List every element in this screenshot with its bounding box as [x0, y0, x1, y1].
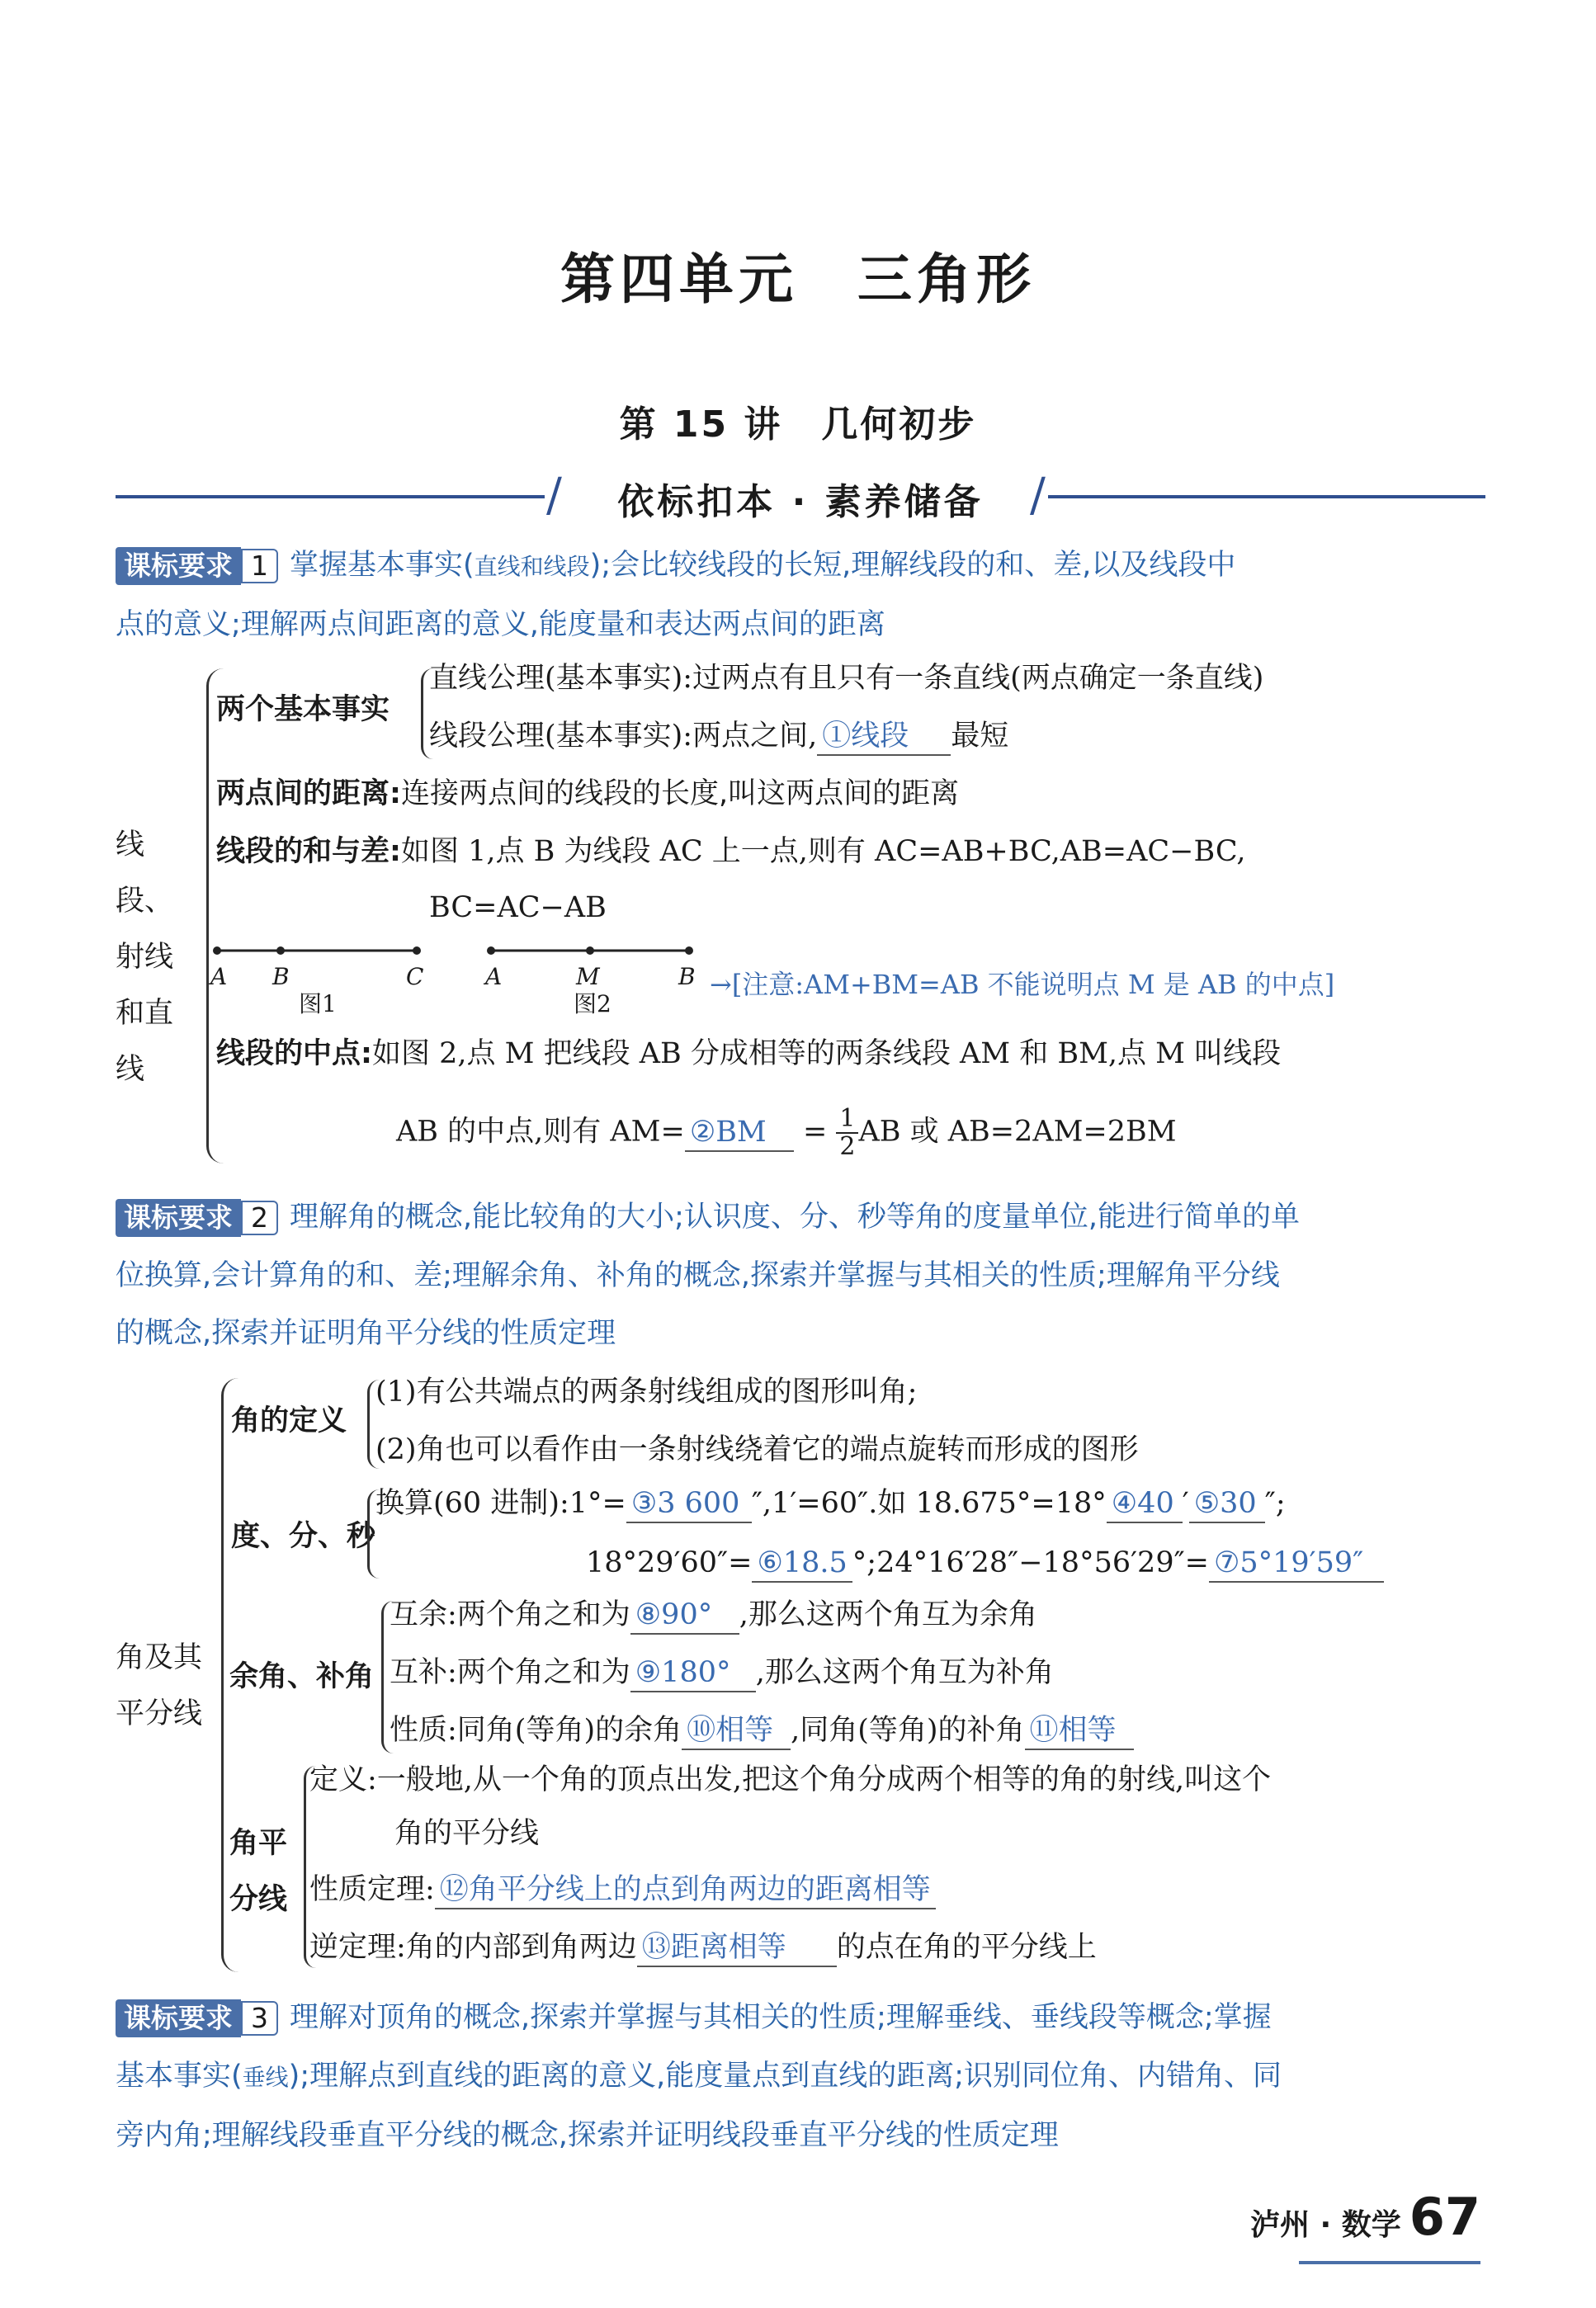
answer-6: ⑥18.5: [752, 1545, 852, 1583]
fraction-denominator: 2: [839, 1132, 856, 1161]
dms-label: 度、分、秒: [231, 1520, 376, 1553]
theorem-label: 性质定理:: [309, 1873, 435, 1906]
footer-label: 泸州 · 数学: [1249, 2208, 1401, 2242]
supp-text: ,那么这两个角互为补角: [755, 1656, 1054, 1689]
answer-9: ⑨180°: [630, 1654, 756, 1692]
req-text: 理解对顶角的概念,探索并掌握与其相关的性质;理解垂线、垂线段等概念;掌握: [290, 2001, 1272, 2034]
banner-slash-left: /: [546, 469, 562, 522]
bisector-def-cont: 角的平分线: [394, 1817, 540, 1850]
prop-text: 性质:同角(等角)的余角: [390, 1714, 682, 1747]
req-text: 的概念,探索并证明角平分线的性质定理: [116, 1317, 616, 1350]
fig1-label-a: A: [210, 963, 228, 990]
banner-rule-right: [1048, 495, 1485, 498]
fig1-point-a: [213, 946, 221, 955]
dms-text: 换算(60 进制):1°=: [375, 1487, 626, 1520]
fig2-point-a: [487, 946, 495, 955]
req-text-small: 直线和线段: [474, 553, 590, 580]
requirement-2: [116, 1188, 1485, 1362]
bisector-label: 角平分线: [229, 1827, 288, 1916]
section-label-angles: 角及其平分线: [116, 1641, 203, 1730]
fig1-point-c: [413, 946, 421, 955]
req-text: );理解点到直线的距离的意义,能度量点到直线的距离;识别同位角、内错角、同: [288, 2060, 1282, 2093]
prop-text: ,同角(等角)的补角: [791, 1714, 1025, 1747]
fraction-numerator: 1: [836, 1106, 858, 1134]
dms-line-2: [586, 1545, 1384, 1583]
req-text: 基本事实(: [116, 2060, 243, 2093]
bisector-theorem: [309, 1871, 936, 1909]
badge-label: 课标要求: [116, 1199, 241, 1237]
fig2-label-m: M: [576, 963, 600, 990]
badge-number: 3: [241, 2001, 278, 2036]
angle-def-1: (1)有公共端点的两条射线组成的图形叫角;: [375, 1376, 918, 1409]
distance-def: [216, 776, 959, 812]
answer-13: ⑬距离相等: [637, 1929, 837, 1967]
section-banner: [116, 469, 1485, 526]
req-text: 旁内角;理解线段垂直平分线的概念,探索并证明线段垂直平分线的性质定理: [116, 2119, 1059, 2152]
answer-8: ⑧90°: [630, 1597, 739, 1635]
fig1-label-b: B: [272, 963, 290, 990]
dms-text: ′: [1182, 1487, 1189, 1520]
comp-text: ,那么这两个角互为余角: [739, 1598, 1037, 1631]
badge-label: 课标要求: [116, 547, 241, 585]
banner-slash-right: /: [1030, 469, 1046, 522]
converse-text: 逆定理:角的内部到角两边: [309, 1931, 637, 1964]
requirement-badge: [116, 1189, 278, 1247]
fig2-label-a: A: [485, 963, 503, 990]
sum-text: 如图 1,点 B 为线段 AC 上一点,则有 AC=AB+BC,AB=AC−BC,: [401, 835, 1246, 868]
comp-supp-property: [390, 1712, 1134, 1750]
answer-11: ⑪相等: [1025, 1712, 1134, 1750]
section-label-lines: 线段、射线和直线: [116, 828, 174, 1086]
req-text: 点的意义;理解两点间距离的意义,能度量和表达两点间的距离: [116, 608, 885, 641]
req-text: 位换算,会计算角的和、差;理解余角、补角的概念,探索并掌握与其相关的性质;理解角平分线: [116, 1259, 1280, 1292]
badge-number: 1: [241, 549, 278, 583]
unit-title: 第四单元 三角形: [560, 247, 1036, 311]
page-number: 67: [1409, 2187, 1480, 2247]
bisector-def: 定义:一般地,从一个角的顶点出发,把这个角分成两个相等的角的射线,叫这个: [309, 1763, 1272, 1796]
dms-text: ″;: [1264, 1487, 1286, 1520]
banner-title: 依标扣本 · 素养储备: [617, 481, 984, 523]
badge-number: 2: [241, 1201, 278, 1235]
requirement-badge: [116, 1989, 278, 2047]
fact-text: 最短: [951, 720, 1009, 753]
line-axiom: 直线公理(基本事实):过两点有且只有一条直线(两点确定一条直线): [429, 662, 1264, 695]
section-brace: [206, 668, 224, 1163]
answer-5: ⑤30: [1189, 1485, 1265, 1523]
req-text-small: 垂线: [242, 2064, 289, 2091]
requirement-badge: [116, 537, 278, 595]
fig2-caption: 图2: [574, 990, 611, 1017]
requirement-1: [116, 536, 1485, 654]
answer-2: ②BM: [685, 1114, 794, 1152]
answer-7: ⑦5°19′59″: [1209, 1545, 1384, 1583]
answer-1: ①线段: [817, 718, 951, 756]
complement-def: [390, 1597, 1037, 1635]
comp-supp-label: 余角、补角: [229, 1660, 375, 1693]
supp-text: 互补:两个角之和为: [390, 1656, 630, 1689]
basic-facts-label: 两个基本事实: [216, 693, 390, 726]
fig2-label-b: B: [678, 963, 696, 990]
comp-text: 互余:两个角之和为: [390, 1598, 630, 1631]
dms-text: 18°29′60″=: [586, 1546, 753, 1579]
lecture-title: 第 15 讲 几何初步: [619, 404, 977, 446]
distance-label: 两点间的距离:: [216, 777, 401, 810]
sum-label: 线段的和与差:: [216, 835, 401, 868]
page-footer: [1250, 2187, 1480, 2247]
midpoint-formula: AB 的中点,则有 AM= ②BM = $\frac{1}{2}$ AB 或 AB=2AM=2BM: [396, 1104, 1177, 1161]
bisector-converse: [309, 1929, 1097, 1967]
sum-diff-cont: BC=AC−AB: [429, 891, 607, 924]
formula-text: AB 或 AB=2AM=2BM: [858, 1115, 1177, 1149]
midpoint-label: 线段的中点:: [216, 1037, 372, 1070]
fig2-point-m: [586, 946, 594, 955]
fig1-label-c: C: [406, 963, 424, 990]
midpoint-def: [216, 1036, 1281, 1072]
fraction-half: [836, 1106, 858, 1160]
dms-line-1: [375, 1485, 1286, 1523]
footer-rule: [1299, 2261, 1480, 2264]
angle-def-label: 角的定义: [231, 1404, 347, 1437]
answer-4: ④40: [1107, 1485, 1183, 1523]
fig1-caption: 图1: [299, 990, 337, 1017]
fact-text: 线段公理(基本事实):两点之间,: [429, 720, 818, 753]
midpoint-text: 如图 2,点 M 把线段 AB 分成相等的两条线段 AM 和 BM,点 M 叫线段: [372, 1037, 1282, 1070]
requirement-3: [116, 1989, 1485, 2164]
answer-3: ③3 600: [626, 1485, 752, 1523]
sum-diff: [216, 833, 1246, 870]
req-text: );会比较线段的长短,理解线段的和、差,以及线段中: [589, 549, 1236, 582]
fig2-point-b: [685, 946, 693, 955]
answer-10: ⑩相等: [682, 1712, 791, 1750]
distance-text: 连接两点间的线段的长度,叫这两点间的距离: [401, 777, 960, 810]
fig1-point-b: [276, 946, 285, 955]
converse-text: 的点在角的平分线上: [836, 1931, 1097, 1964]
angle-def-2: (2)角也可以看作由一条射线绕着它的端点旋转而形成的图形: [375, 1433, 1139, 1466]
formula-text: AB 的中点,则有 AM=: [396, 1115, 685, 1149]
req-text: 理解角的概念,能比较角的大小;认识度、分、秒等角的度量单位,能进行简单的单: [290, 1201, 1301, 1234]
dms-text: ″,1′=60″.如 18.675°=18°: [751, 1487, 1107, 1520]
req-text: 掌握基本事实(: [290, 549, 475, 582]
answer-12: ⑫角平分线上的点到角两边的距离相等: [435, 1871, 936, 1909]
midpoint-note: →[注意:AM+BM=AB 不能说明点 M 是 AB 的中点]: [710, 969, 1335, 1000]
banner-rule-left: [116, 495, 545, 498]
badge-label: 课标要求: [116, 1999, 241, 2037]
segment-axiom: [429, 718, 1008, 756]
dms-text: °;24°16′28″−18°56′29″=: [852, 1546, 1209, 1579]
supplement-def: [390, 1654, 1054, 1692]
